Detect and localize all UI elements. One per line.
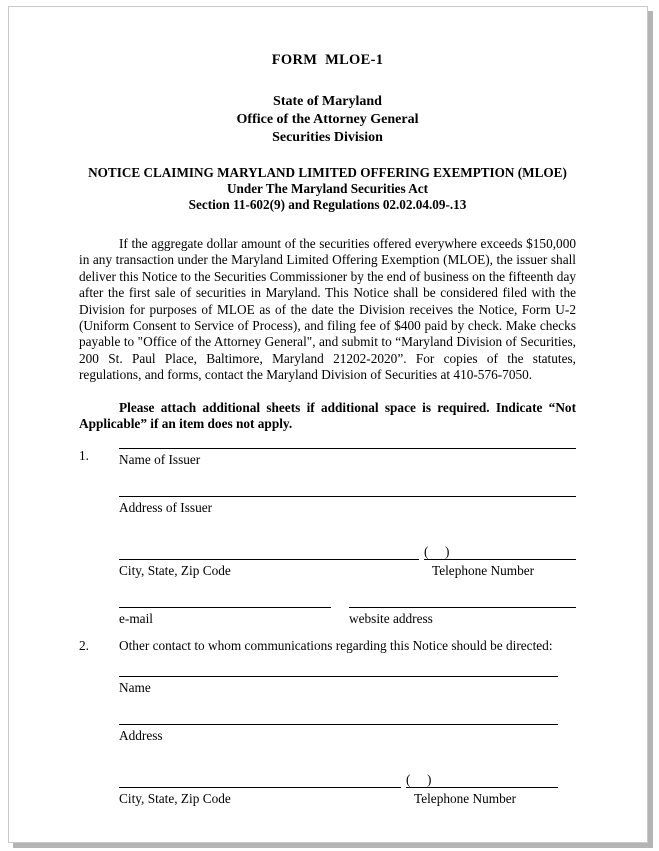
form-item-1 bbox=[79, 448, 576, 627]
issuer-city-phone-lines bbox=[119, 544, 576, 560]
item-1-number: 1. bbox=[79, 448, 89, 464]
item-2-number: 2. bbox=[79, 638, 89, 654]
issuer-city-label: City, State, Zip Code bbox=[119, 563, 231, 579]
issuer-email-web-labels bbox=[119, 608, 576, 627]
notice-title-block bbox=[79, 165, 576, 213]
org-block bbox=[79, 93, 576, 147]
issuer-address-group bbox=[119, 496, 576, 516]
intro-paragraph: If the aggregate dollar amount of the securities offered everywhere exceeds $150,000 in any transaction under the Maryland Limited Offering Exemption (MLOE), the issuer shall deliver this Notice to the Securities Commissioner by the end of business on the fifteenth day after the first sale of securities in Maryland. This Notice shall be considered filed with the Division for purposes of MLOE as of the date the Division receives the Notice, Form U-2 (Uniform Consent to Service of Process), and filing fee of $400 paid by check. Make checks payable to "Office of the Attorney General", and submit to “Maryland Division of Securities, 200 St. Paul Place, Baltimore, Maryland 21202-2020”. For copies of the statutes, regulations, and forms, contact the Maryland Division of Securities at 410-576-7050. bbox=[79, 236, 576, 383]
notice-title: NOTICE CLAIMING MARYLAND LIMITED OFFERING EXEMPTION (MLOE) bbox=[88, 165, 567, 180]
contact-city-label: City, State, Zip Code bbox=[119, 790, 231, 806]
issuer-phone-label: Telephone Number bbox=[432, 563, 535, 579]
org-line-office: Office of the Attorney General bbox=[236, 112, 419, 127]
org-line-state: State of Maryland bbox=[273, 94, 382, 109]
issuer-phone-field[interactable]: ( ) bbox=[424, 544, 576, 560]
issuer-email-web-group bbox=[119, 607, 576, 627]
contact-city-phone-labels bbox=[119, 788, 558, 807]
issuer-city-phone-group bbox=[119, 544, 576, 579]
contact-city-phone-lines bbox=[119, 772, 558, 788]
contact-address-label: Address bbox=[119, 727, 163, 743]
issuer-city-phone-labels bbox=[119, 560, 576, 579]
contact-city-phone-group bbox=[119, 772, 558, 807]
item-2-body bbox=[119, 638, 576, 806]
form-page bbox=[8, 6, 648, 843]
issuer-name-label: Name of Issuer bbox=[119, 452, 201, 468]
form-title: FORM MLOE-1 bbox=[271, 52, 384, 68]
notice-subtitle-section: Section 11-602(9) and Regulations 02.02.04.09-.13 bbox=[188, 197, 467, 212]
item-1-body bbox=[119, 448, 576, 627]
notice-subtitle-act: Under The Maryland Securities Act bbox=[227, 181, 428, 196]
contact-phone-field[interactable]: ( ) bbox=[406, 772, 558, 788]
issuer-email-label: e-mail bbox=[119, 611, 153, 627]
form-item-2 bbox=[79, 638, 576, 806]
contact-phone-label: Telephone Number bbox=[414, 790, 517, 806]
issuer-website-label: website address bbox=[349, 611, 433, 627]
issuer-address-label: Address of Issuer bbox=[119, 500, 213, 516]
instruction-paragraph: Please attach additional sheets if additional space is required. Indicate “Not Applicable” if an item does not apply. bbox=[79, 399, 576, 432]
item-2-intro: Other contact to whom communications regarding this Notice should be directed: bbox=[119, 638, 553, 654]
org-line-division: Securities Division bbox=[272, 130, 383, 145]
page-content bbox=[9, 7, 647, 807]
issuer-name-group bbox=[119, 448, 576, 468]
contact-name-group bbox=[119, 676, 558, 696]
contact-address-group bbox=[119, 724, 558, 744]
contact-name-label: Name bbox=[119, 679, 151, 695]
